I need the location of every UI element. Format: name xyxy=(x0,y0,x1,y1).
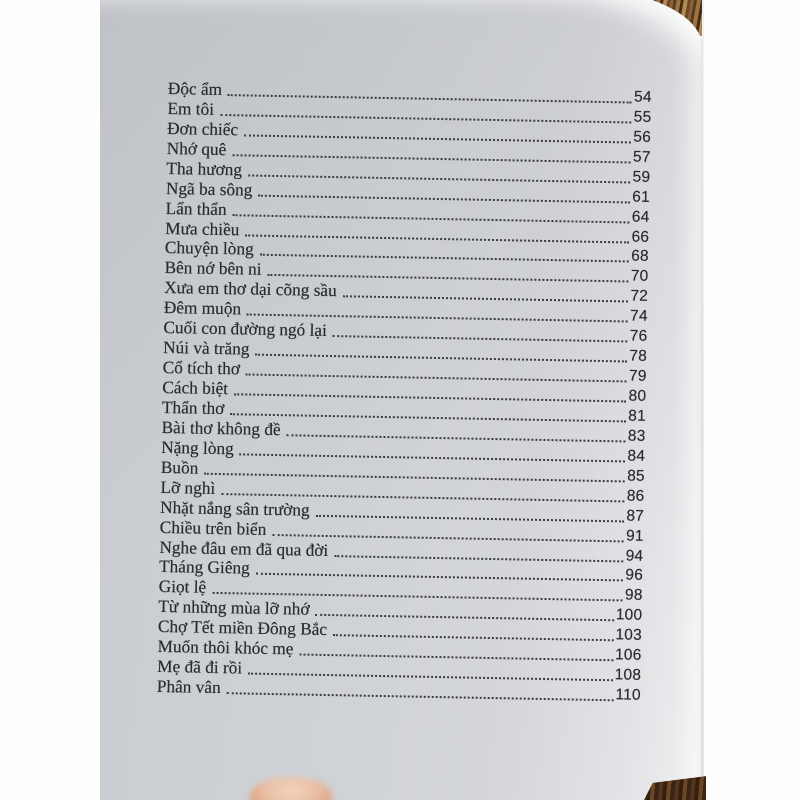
page-number: 100 xyxy=(615,606,643,625)
page-number: 57 xyxy=(632,148,651,166)
page-number: 64 xyxy=(631,208,650,226)
page-number: 103 xyxy=(615,626,643,645)
toc-title: Ngã ba sông xyxy=(165,178,253,200)
page-number: 74 xyxy=(629,307,648,326)
toc-title: Lỡ nghì xyxy=(160,477,216,498)
page-number: 72 xyxy=(630,287,649,306)
toc-list xyxy=(157,79,652,706)
toc-title: Từ những mùa lỡ nhớ xyxy=(158,597,310,620)
toc-title: Lẩn thẩn xyxy=(165,198,227,219)
toc-title: Bên nớ bên ni xyxy=(164,258,262,280)
toc-title: Núi và trăng xyxy=(162,338,250,359)
toc-title: Bài thơ không đề xyxy=(161,417,281,440)
page-number: 84 xyxy=(627,447,646,465)
toc-title: Phân vân xyxy=(156,677,221,698)
page-number: 56 xyxy=(633,128,652,146)
toc-title: Em tôi xyxy=(167,98,215,119)
page-number: 110 xyxy=(615,686,641,704)
page-number: 91 xyxy=(625,527,644,545)
toc-title: Đêm muộn xyxy=(163,298,242,319)
toc-title: Cuối con đường ngó lại xyxy=(163,318,328,341)
page-number: 79 xyxy=(628,367,647,385)
page-number: 76 xyxy=(629,327,648,346)
page-number: 87 xyxy=(626,507,645,525)
toc-title: Nhớ quê xyxy=(166,138,227,159)
toc-title: Muốn thôi khóc mẹ xyxy=(157,637,294,659)
toc-title: Mẹ đã đi rồi xyxy=(157,657,243,678)
toc-page xyxy=(100,0,702,800)
toc-title: Nghe đâu em đã qua đời xyxy=(159,537,329,560)
page-number: 96 xyxy=(625,566,644,585)
toc-title: Đơn chiếc xyxy=(166,118,239,140)
toc-title: Cách biệt xyxy=(162,377,229,399)
page-number: 85 xyxy=(626,467,645,485)
page-number: 68 xyxy=(631,248,649,266)
toc-title: Độc ẩm xyxy=(167,78,223,99)
page-number: 106 xyxy=(614,646,642,665)
page-number: 80 xyxy=(628,387,647,405)
page-number: 94 xyxy=(625,547,644,565)
page-number: 66 xyxy=(631,228,650,246)
page-number: 54 xyxy=(633,88,652,106)
page-number: 108 xyxy=(614,666,642,684)
toc-title: Chợ Tết miền Đông Bắc xyxy=(157,617,328,640)
toc-title: Nhặt nắng sân trường xyxy=(159,497,310,520)
toc-title: Giọt lệ xyxy=(158,577,207,598)
toc-title: Xưa em thơ dại cõng sầu xyxy=(163,278,337,301)
underlying-pages-edge xyxy=(701,0,704,800)
page-number: 83 xyxy=(627,427,646,445)
toc-title: Chiều trên biển xyxy=(159,517,267,539)
toc-title: Cổ tích thơ xyxy=(162,358,241,379)
toc-title: Chuyện lòng xyxy=(164,238,254,260)
toc-title: Nặng lòng xyxy=(161,437,234,459)
toc-title: Thẩn thơ xyxy=(161,397,225,419)
page-number: 78 xyxy=(629,347,648,365)
page-number: 61 xyxy=(632,188,651,206)
toc-title: Tha hương xyxy=(166,158,243,180)
page-number: 59 xyxy=(632,168,651,186)
toc-title: Buồn xyxy=(160,457,199,478)
toc-title: Mưa chiều xyxy=(165,218,240,239)
page-number: 70 xyxy=(630,267,649,286)
page-number: 55 xyxy=(633,108,652,126)
toc-title: Tháng Giêng xyxy=(158,557,250,579)
dot-leader xyxy=(227,692,614,701)
page-number: 86 xyxy=(626,487,645,505)
page-number: 81 xyxy=(628,407,647,425)
page-number: 98 xyxy=(624,586,643,605)
